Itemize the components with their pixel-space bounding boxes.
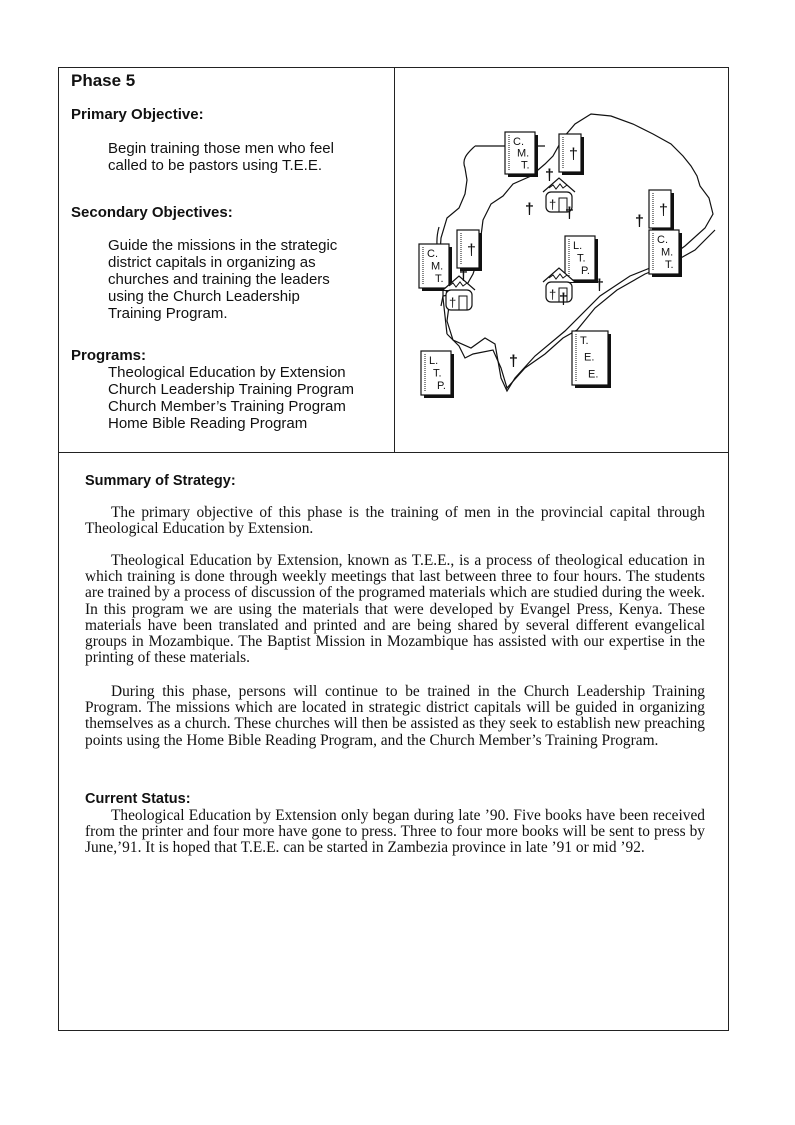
book-label: T. (433, 367, 442, 380)
secondary-objective-line: Training Program. (108, 305, 228, 322)
book-label: C. (657, 234, 668, 246)
book-ltp-icon (421, 351, 454, 398)
svg-text:†: † (549, 197, 557, 212)
svg-text:†: † (449, 295, 457, 310)
summary-heading: Summary of Strategy: (85, 473, 236, 489)
bible-icon (457, 230, 482, 271)
bible-icon (649, 190, 674, 231)
primary-objective-heading: Primary Objective: (71, 106, 204, 123)
cross-icon: † (595, 277, 604, 294)
book-label: L. (429, 355, 439, 367)
book-tee-icon (572, 331, 611, 388)
book-ltp-icon (565, 236, 598, 283)
book-label: M. (661, 246, 674, 259)
programs-heading: Programs: (71, 347, 147, 364)
secondary-objective-line: churches and training the leaders (108, 271, 330, 288)
programs-list (108, 364, 354, 432)
province-map-panel (395, 68, 728, 452)
secondary-objectives-heading: Secondary Objectives: (71, 204, 233, 221)
book-label: E. (588, 368, 599, 381)
book-label: T. (577, 252, 586, 265)
bible-icon (559, 134, 584, 175)
secondary-objective-line: using the Church Leadership (108, 288, 300, 305)
secondary-objectives-text (108, 237, 337, 322)
cross-icon: † (459, 267, 468, 284)
book-label: L. (573, 240, 583, 252)
book-label: E. (584, 351, 595, 364)
strategy-section (59, 453, 728, 1030)
book-label: T. (580, 335, 589, 347)
current-status-heading: Current Status: (85, 791, 191, 807)
phase-overview-row (59, 68, 728, 453)
cross-icon: † (545, 167, 554, 184)
book-label: † (659, 202, 668, 219)
phase-title: Phase 5 (71, 71, 136, 90)
cross-icon: † (559, 291, 568, 308)
cross-icon: † (525, 201, 534, 218)
cross-icon: † (509, 353, 518, 370)
book-label: † (467, 242, 476, 259)
objectives-panel (59, 68, 395, 452)
book-cmt-icon (505, 132, 538, 177)
book-label: C. (427, 248, 438, 260)
book-label: M. (517, 147, 530, 160)
program-item: Theological Education by Extension (108, 364, 346, 381)
program-item: Home Bible Reading Program (108, 415, 308, 432)
book-label: T. (521, 159, 530, 172)
book-cmt-icon (419, 244, 452, 291)
current-status-paragraph: Theological Education by Extension only began during late ’90. Five books have been received from the printer and four more have gone to press. Three to four more books will be sent to press by June,’91. It is hoped that T.E.E. can be started in Zambezia province in late ’91 or mid ’92. (85, 807, 705, 857)
book-label: † (569, 146, 578, 163)
book-label: P. (581, 265, 590, 277)
province-map (395, 68, 730, 451)
summary-paragraph: The primary objective of this phase is the training of men in the provincial capital through Theological Education by Extension. (85, 504, 705, 538)
secondary-objective-line: district capitals in organizing as (108, 254, 316, 271)
program-item: Church Leadership Training Program (108, 381, 354, 398)
cross-icon: † (565, 205, 574, 222)
phase-page-frame (58, 67, 729, 1031)
book-cmt-icon (649, 230, 682, 277)
book-label: T. (665, 259, 674, 271)
secondary-objective-line: Guide the missions in the strategic (108, 237, 338, 254)
summary-paragraph: Theological Education by Extension, known as T.E.E., is a process of theological education in which training is done through weekly meetings that last between three to four hours. The students are trained by a process of discussion of the programed materials which are studied during the week. In this program we are using the materials that were developed by Evangel Press, Kenya. These materials have been translated and printed and are being shared by several different evangelical groups in Mozambique. The Baptist Mission in Mozambique has assisted with our expertise in the printing of these materials. (85, 552, 705, 667)
book-label: T. (435, 273, 444, 285)
book-label: M. (431, 260, 444, 273)
book-label: C. (513, 136, 524, 148)
summary-paragraph: During this phase, persons will continue to be trained in the Church Leadership Training Program. The missions which are located in strategic district capitals will be guided in organizing themselves as a church. These churches will then be assisted as they seek to establish new preaching points using the Home Bible Reading Program, and the Church Member’s Training Program. (85, 683, 705, 749)
svg-text:†: † (549, 287, 557, 302)
primary-objective-line: called to be pastors using T.E.E. (108, 157, 323, 174)
cross-icon: † (635, 213, 644, 230)
book-label: P. (437, 380, 446, 392)
primary-objective-line: Begin training those men who feel (108, 140, 334, 157)
primary-objective-text (108, 140, 334, 174)
program-item: Church Member’s Training Program (108, 398, 346, 415)
